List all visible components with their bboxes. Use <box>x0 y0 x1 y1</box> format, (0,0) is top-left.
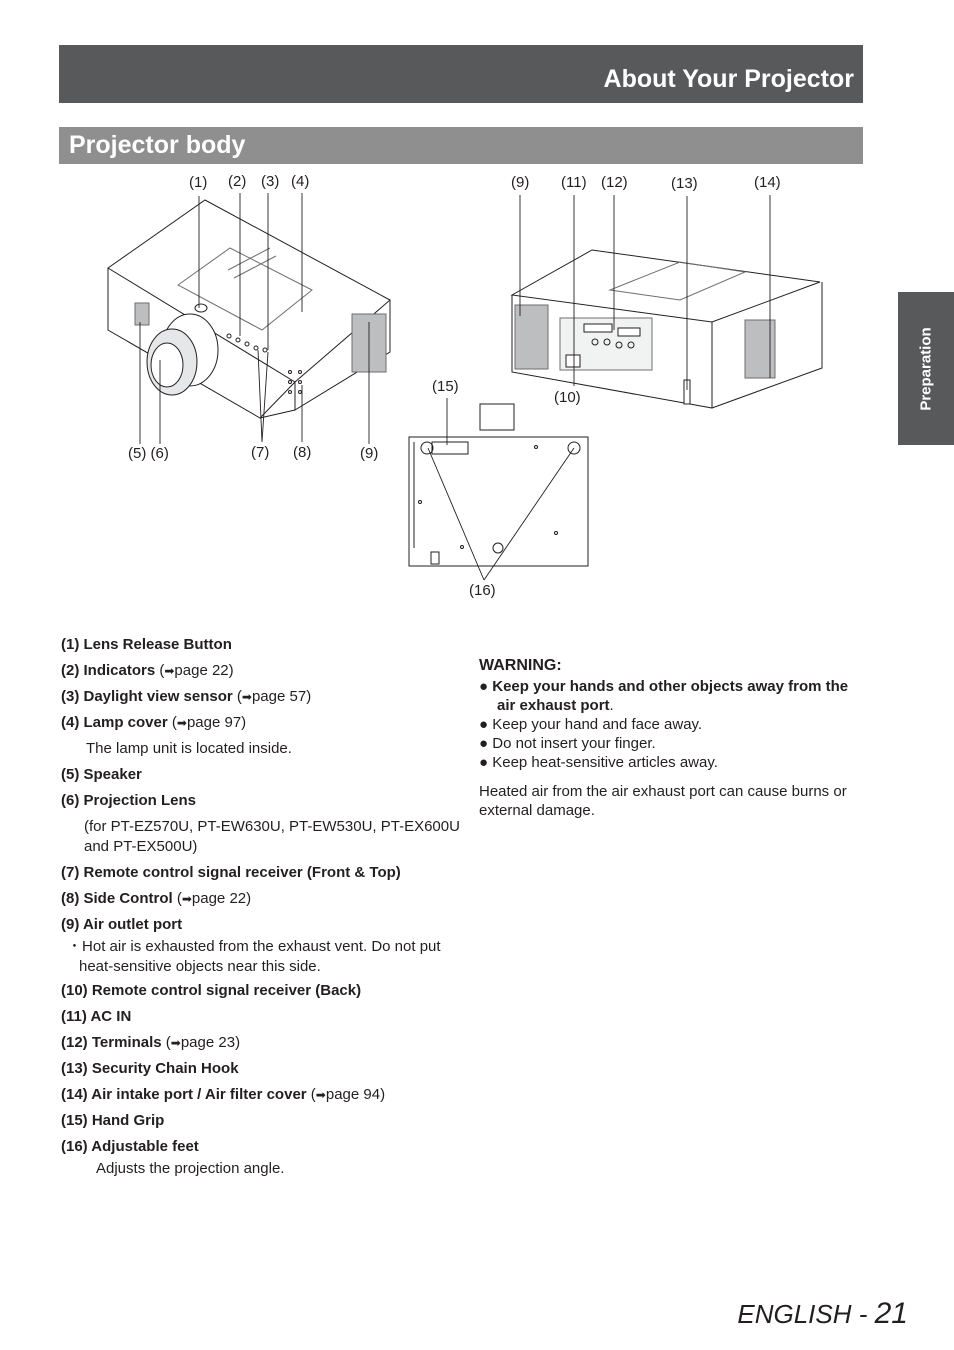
arrow-right-icon: ➡ <box>170 1036 181 1050</box>
part-item <box>61 889 461 909</box>
page-footer <box>737 1297 908 1331</box>
part-note: The lamp unit is located inside. <box>86 740 292 757</box>
part-item <box>61 1111 461 1131</box>
callout-16: (16) <box>469 582 496 599</box>
arrow-right-icon: ➡ <box>176 716 187 730</box>
rear-view-projector <box>512 250 822 408</box>
callout-8: (8) <box>293 444 312 461</box>
front-view-projector <box>108 200 390 418</box>
page-reference[interactable]: (➡page 23) <box>165 1034 241 1051</box>
callout-7: (7) <box>251 444 270 461</box>
part-title: (10) Remote control signal receiver (Back) <box>61 982 362 999</box>
part-note: Adjusts the projection angle. <box>96 1160 285 1177</box>
bullet-icon: ● <box>479 754 493 771</box>
part-title: (5) Speaker <box>61 766 142 783</box>
part-title: (16) Adjustable feet <box>61 1138 199 1155</box>
callout-11: (11) <box>561 174 587 191</box>
part-title: (4) Lamp cover <box>61 714 168 731</box>
warning-bullet: ● Do not insert your finger. <box>479 735 656 752</box>
warning-heading: WARNING: <box>479 657 562 674</box>
callout-3: (3) <box>261 173 280 190</box>
part-item <box>61 635 461 655</box>
part-item <box>61 1007 461 1027</box>
part-item <box>61 1059 461 1079</box>
part-title: (2) Indicators <box>61 662 156 679</box>
part-title: (14) Air intake port / Air filter cover <box>61 1086 307 1103</box>
bottom-view-projector <box>409 404 588 566</box>
part-note: ・Hot air is exhausted from the exhaust vent. Do not put heat-sensitive objects near this side. <box>67 938 441 975</box>
part-item <box>61 981 461 1001</box>
callout-1: (1) <box>189 174 208 191</box>
arrow-right-icon: ➡ <box>315 1088 326 1102</box>
callout-2: (2) <box>228 173 247 190</box>
arrow-right-icon: ➡ <box>164 664 175 678</box>
projector-illustrations <box>0 0 954 620</box>
part-title: (9) Air outlet port <box>61 916 183 933</box>
part-title: (6) Projection Lens <box>61 792 197 809</box>
part-item <box>61 661 461 681</box>
part-title: (1) Lens Release Button <box>61 636 232 653</box>
page-reference[interactable]: (➡page 57) <box>236 688 312 705</box>
callout-9-front: (9) <box>360 445 379 462</box>
page-reference[interactable]: (➡page 22) <box>159 662 234 679</box>
callout-4: (4) <box>291 173 310 190</box>
section-title: Projector body <box>69 131 246 159</box>
bullet-icon: ● <box>479 678 493 695</box>
page-reference[interactable]: (➡page 22) <box>176 890 252 907</box>
callout-10: (10) <box>554 389 581 406</box>
part-item <box>61 1137 461 1157</box>
part-title: (8) Side Control <box>61 890 173 907</box>
part-item <box>61 1085 461 1105</box>
parts-list <box>61 635 461 1179</box>
callout-13: (13) <box>671 175 698 192</box>
warning-bullet: ● Keep heat-sensitive articles away. <box>479 754 718 771</box>
part-title: (13) Security Chain Hook <box>61 1060 239 1077</box>
arrow-right-icon: ➡ <box>181 892 192 906</box>
part-title: (12) Terminals <box>61 1034 162 1051</box>
callout-12: (12) <box>601 174 628 191</box>
bullet-icon: ● <box>479 716 493 733</box>
page-reference[interactable]: (➡page 94) <box>310 1086 386 1103</box>
callout-15: (15) <box>432 378 459 395</box>
callout-9-back: (9) <box>511 174 530 191</box>
part-item <box>61 765 461 785</box>
part-title: (3) Daylight view sensor <box>61 688 233 705</box>
callout-5-6: (5) (6) <box>128 445 169 462</box>
part-item <box>61 687 461 707</box>
page-reference[interactable]: (➡page 97) <box>171 714 247 731</box>
chapter-title: About Your Projector <box>603 65 854 93</box>
arrow-right-icon: ➡ <box>241 690 252 704</box>
dot-bullet-icon: ・ <box>67 938 83 955</box>
warning-bullet: ● Keep your hand and face away. <box>479 716 703 733</box>
page-number: 21 <box>874 1297 908 1330</box>
warning-bullet: ● Keep your hands and other objects away from the air exhaust port. <box>479 678 849 714</box>
warning-block <box>479 656 869 820</box>
part-title: (7) Remote control signal receiver (Front & Top) <box>61 864 401 881</box>
warning-paragraph: Heated air from the air exhaust port can cause burns or external damage. <box>479 783 847 819</box>
callout-14: (14) <box>754 174 781 191</box>
side-tab-label: Preparation <box>917 326 935 411</box>
bullet-icon: ● <box>479 735 493 752</box>
part-title: (11) AC IN <box>61 1008 132 1025</box>
part-item <box>61 915 461 935</box>
part-item <box>61 863 461 883</box>
footer-language: ENGLISH - <box>737 1299 875 1329</box>
part-item <box>61 791 461 811</box>
part-item <box>61 1033 461 1053</box>
part-title: (15) Hand Grip <box>61 1112 165 1129</box>
part-note: (for PT-EZ570U, PT-EW630U, PT-EW530U, PT-EX600U and PT-EX500U) <box>84 818 460 855</box>
part-item <box>61 713 461 733</box>
